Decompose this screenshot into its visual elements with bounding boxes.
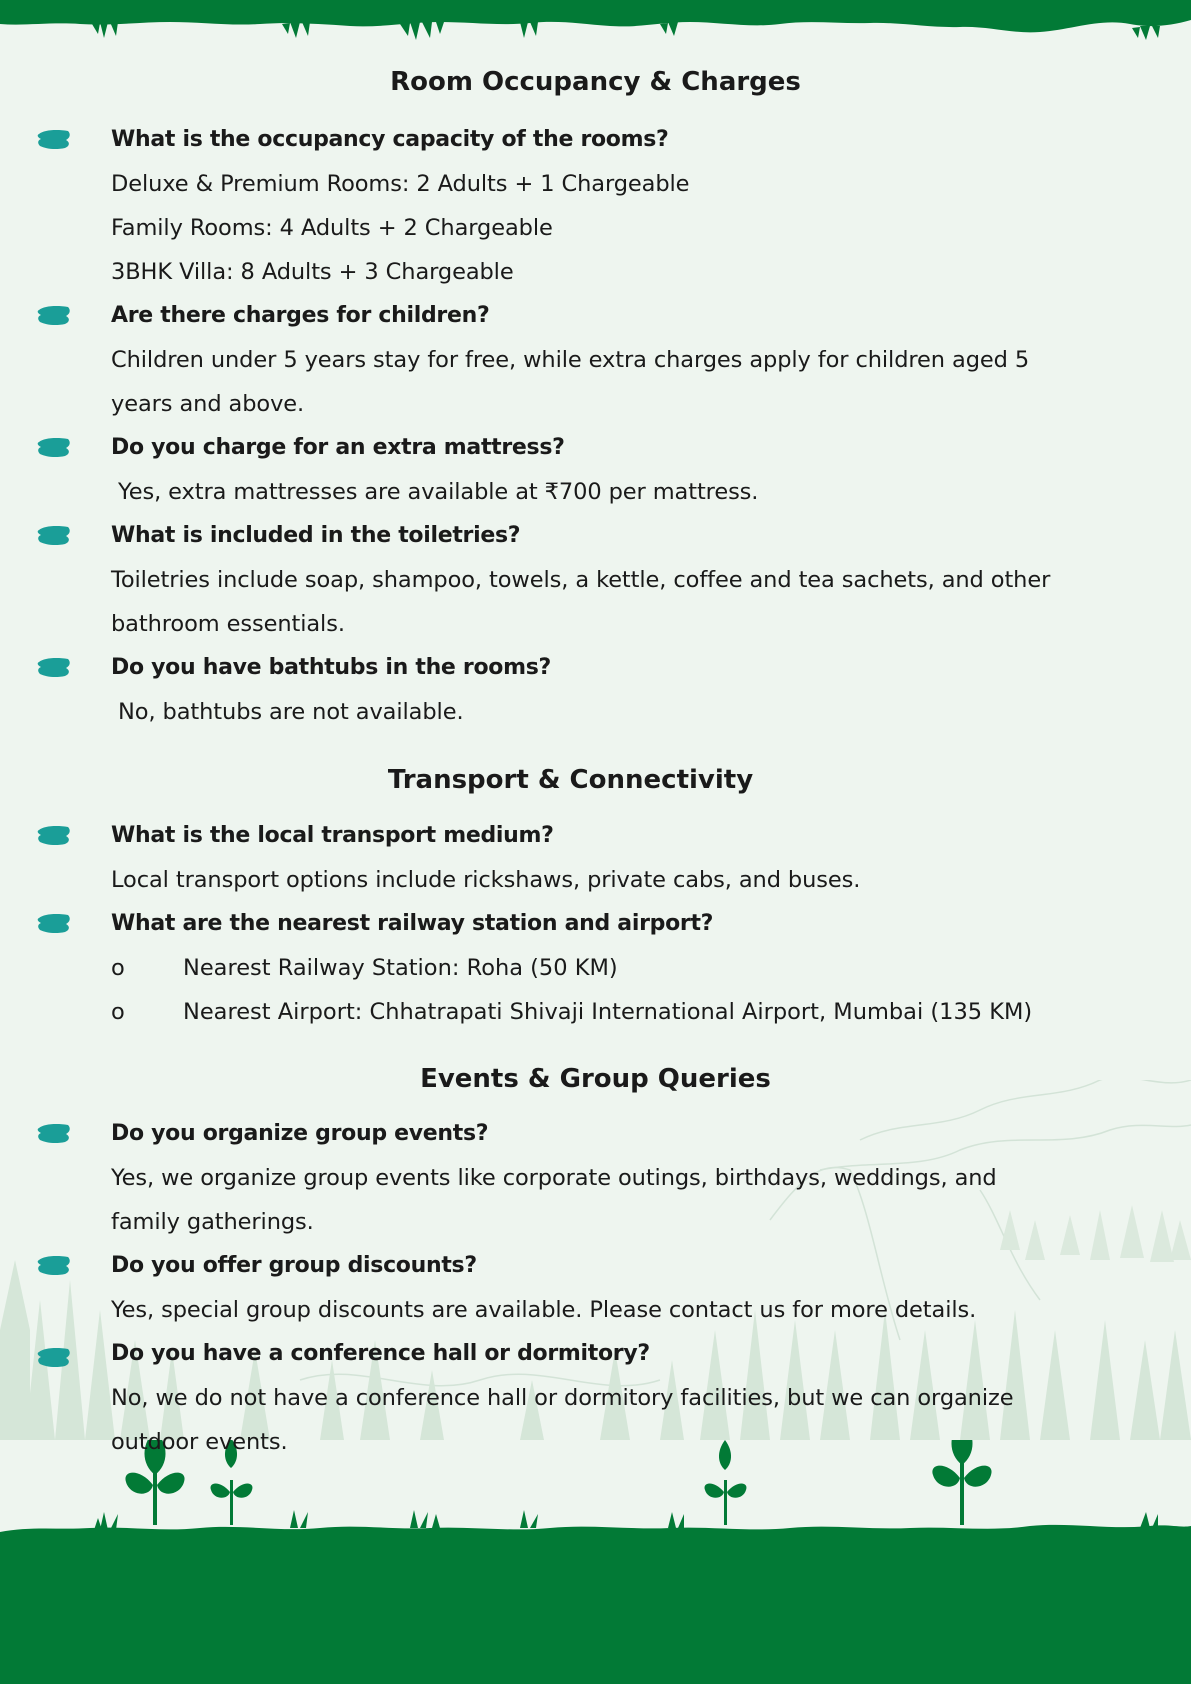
faq-question: Do you have a conference hall or dormitory? [111,1341,650,1366]
bullet-brush-icon [36,436,72,458]
faq-answer-line: years and above. [111,391,305,417]
faq-question: Do you offer group discounts? [111,1253,477,1278]
sub-list-text: Nearest Airport: Chhatrapati Shivaji International Airport, Mumbai (135 KM) [183,999,1033,1025]
faq-question: Do you have bathtubs in the rooms? [111,655,551,680]
faq-question: What is the occupancy capacity of the rooms? [111,127,669,152]
sub-list-item [111,953,618,983]
faq-question: What are the nearest railway station and airport? [111,911,714,936]
section-title-events [0,1062,1191,1096]
sub-list-marker: o [111,955,125,981]
section-title-room-occupancy [0,65,1191,99]
faq-question: Do you organize group events? [111,1121,489,1146]
faq-question: Do you charge for an extra mattress? [111,435,565,460]
bullet-brush-icon [36,1254,72,1276]
faq-answer-line: bathroom essentials. [111,611,345,637]
sub-list-text: Nearest Railway Station: Roha (50 KM) [183,955,618,981]
faq-answer-line: Children under 5 years stay for free, while extra charges apply for children aged 5 [111,347,1030,373]
section-title-text: Events & Group Queries [420,1064,771,1094]
faq-answer-line: 3BHK Villa: 8 Adults + 3 Chargeable [111,259,514,285]
faq-answer-line: Toiletries include soap, shampoo, towels, a kettle, coffee and tea sachets, and other [111,567,1051,593]
sub-list-marker: o [111,999,125,1025]
faq-answer-line: family gatherings. [111,1209,314,1235]
bullet-brush-icon [36,1346,72,1368]
faq-answer-line: Local transport options include rickshaws, private cabs, and buses. [111,867,861,893]
faq-question: What is included in the toiletries? [111,523,521,548]
bullet-brush-icon [36,304,72,326]
section-title-text: Transport & Connectivity [387,765,754,795]
faq-answer-line: No, we do not have a conference hall or dormitory facilities, but we can organize [111,1385,1014,1411]
bullet-brush-icon [36,524,72,546]
section-title-text: Room Occupancy & Charges [390,67,801,97]
bullet-brush-icon [36,656,72,678]
faq-answer-line: outdoor events. [111,1429,288,1455]
faq-question: Are there charges for children? [111,303,490,328]
faq-answer-line: Yes, special group discounts are available. Please contact us for more details. [111,1297,977,1323]
bullet-brush-icon [36,912,72,934]
faq-answer-line: Yes, we organize group events like corporate outings, birthdays, weddings, and [111,1165,997,1191]
bullet-brush-icon [36,1122,72,1144]
section-title-transport [0,763,1191,797]
bullet-brush-icon [36,128,72,150]
faq-answer-line: Deluxe & Premium Rooms: 2 Adults + 1 Chargeable [111,171,690,197]
faq-question: What is the local transport medium? [111,823,554,848]
sub-list-item [111,997,1032,1027]
faq-answer-line: No, bathtubs are not available. [111,699,464,725]
bottom-decorative-band [0,1440,1191,1684]
bullet-brush-icon [36,824,72,846]
faq-answer-line: Yes, extra mattresses are available at ₹700 per mattress. [111,479,759,505]
top-decorative-band [0,0,1191,45]
faq-answer-line: Family Rooms: 4 Adults + 2 Chargeable [111,215,553,241]
